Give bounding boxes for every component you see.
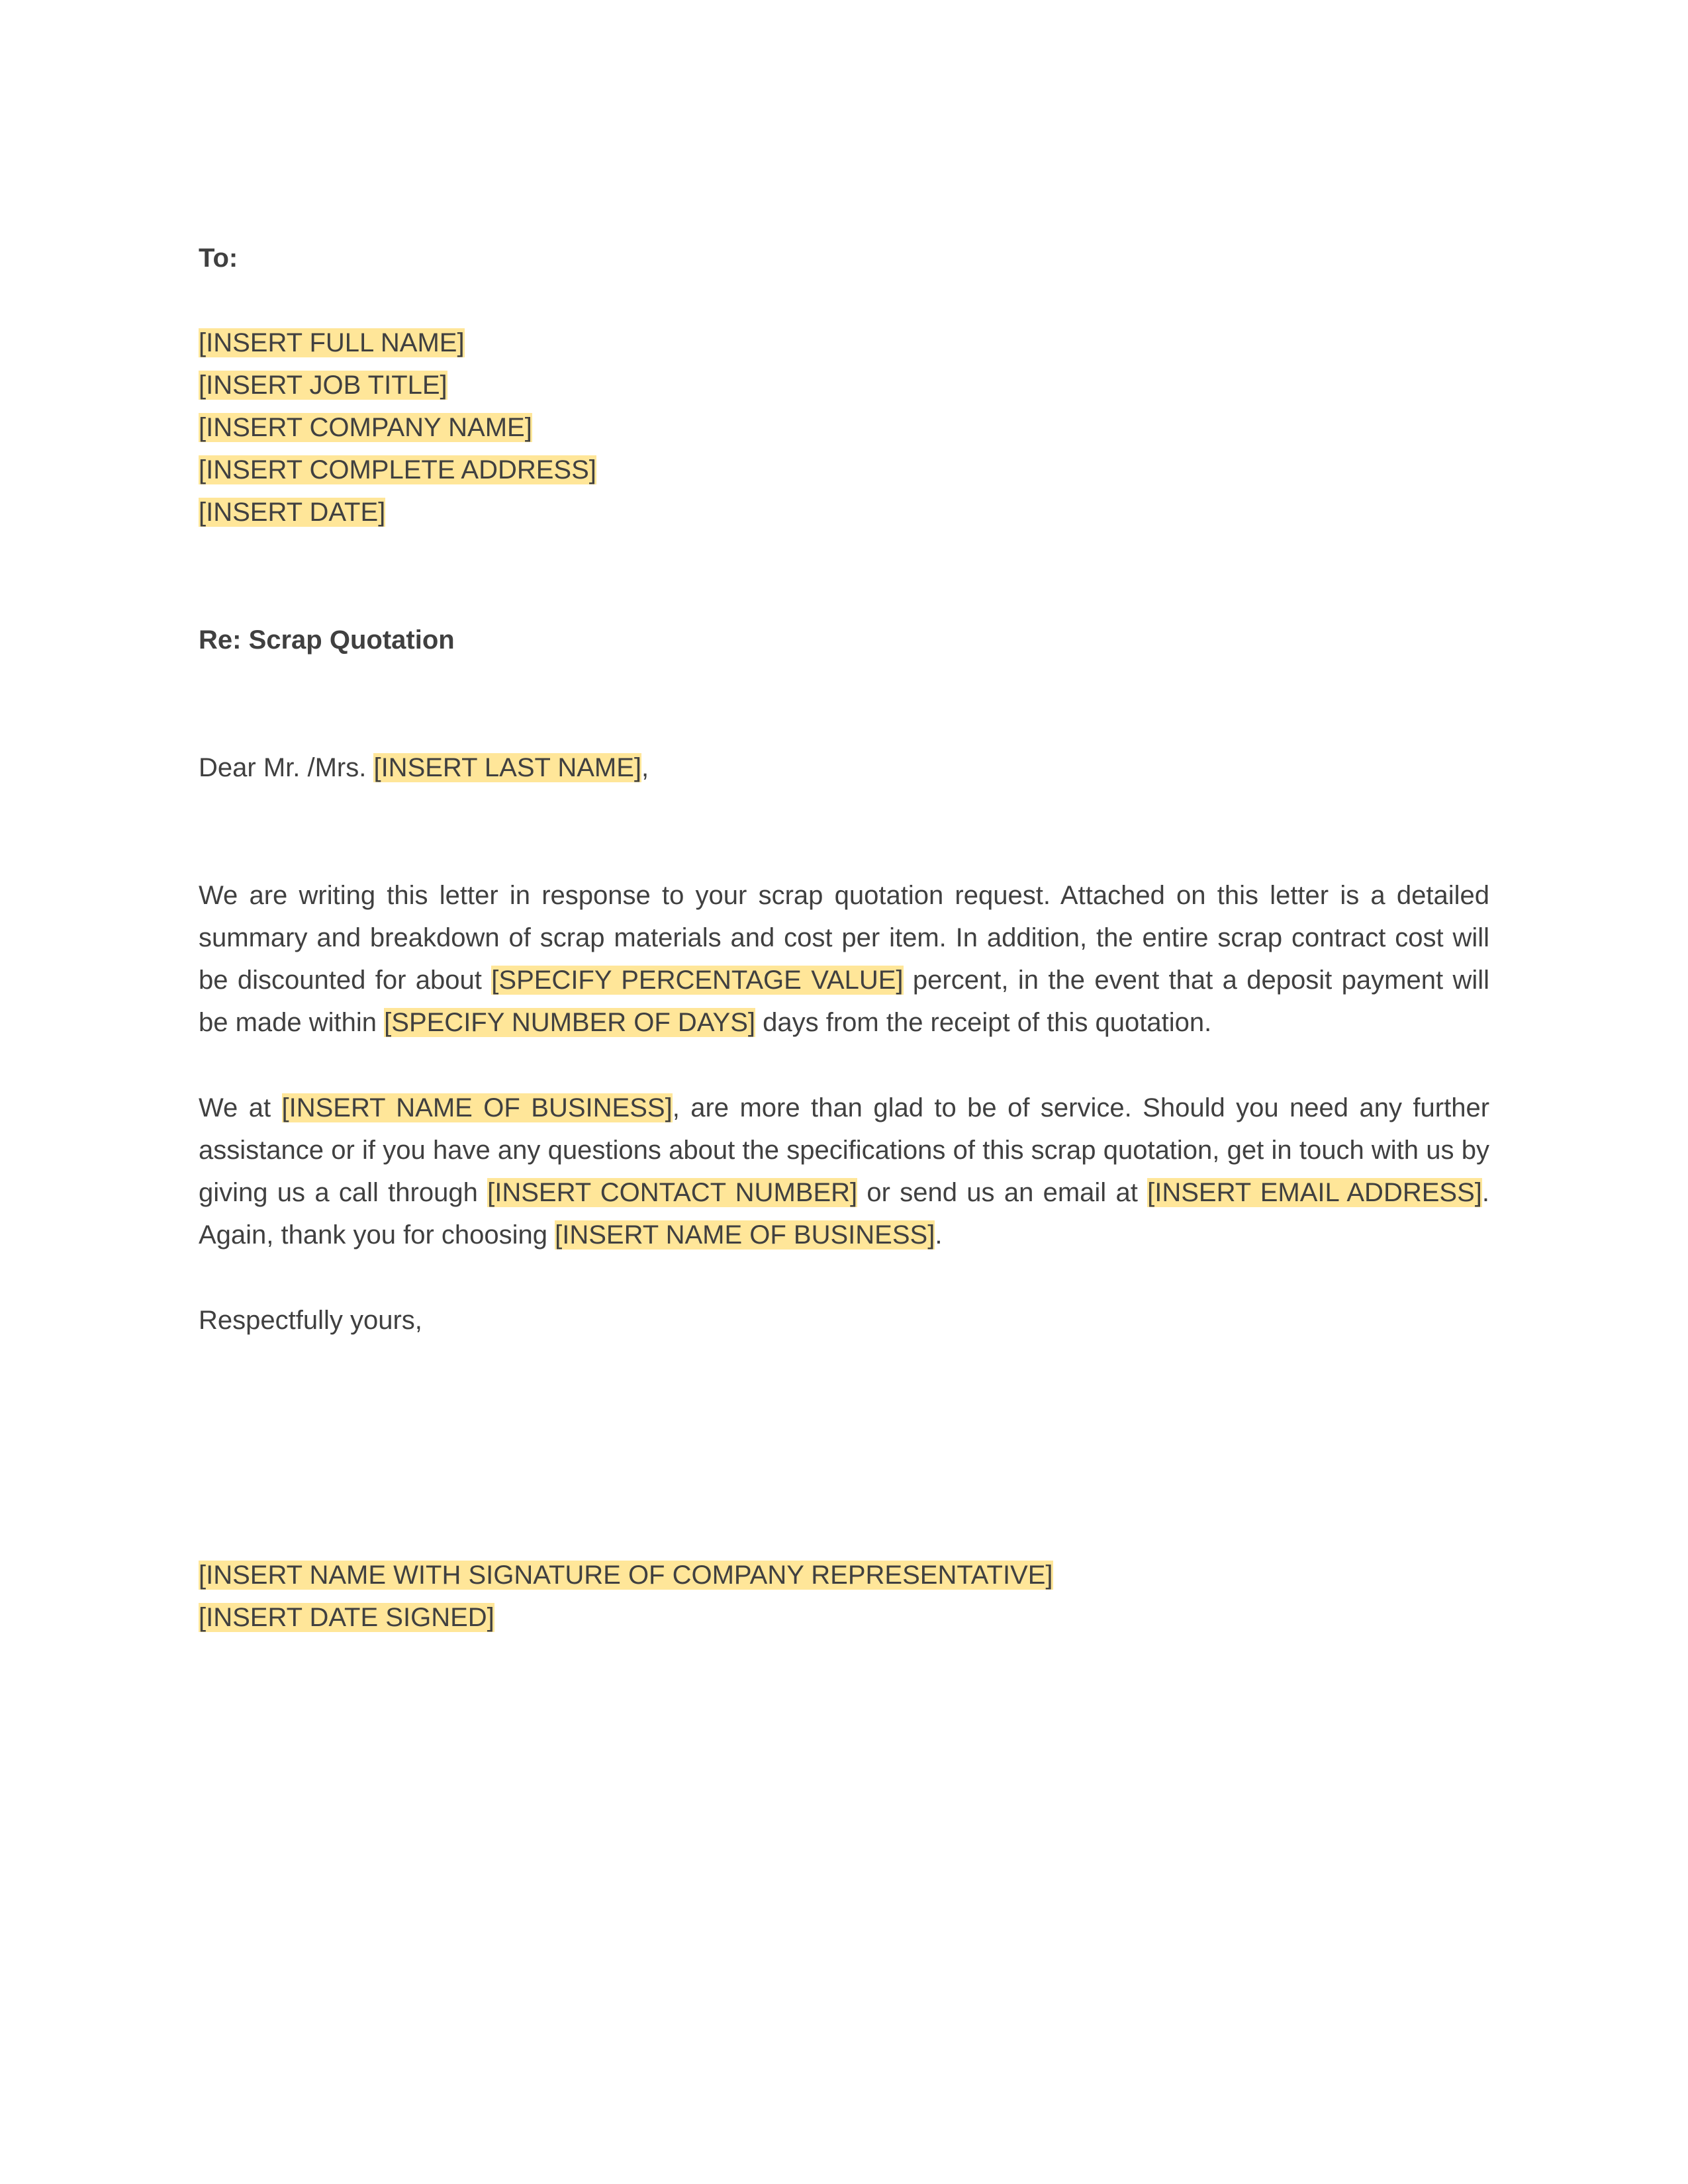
body-paragraph-1 xyxy=(199,874,1489,1044)
paragraph1-text-2: percent, in the event that a deposit payment will be made within xyxy=(199,966,1490,1037)
placeholder-email: [INSERT EMAIL ADDRESS] xyxy=(1147,1178,1482,1207)
placeholder-contact-number: [INSERT CONTACT NUMBER] xyxy=(487,1178,858,1207)
paragraph1-text-3: days from the receipt of this quotation. xyxy=(755,1008,1212,1037)
placeholder-job-title: [INSERT JOB TITLE] xyxy=(199,371,447,400)
placeholder-date-signed: [INSERT DATE SIGNED] xyxy=(199,1603,494,1632)
recipient-job-title xyxy=(199,364,447,406)
placeholder-business-name: [INSERT NAME OF BUSINESS] xyxy=(281,1093,673,1122)
paragraph2-text-4: . Again, thank you for choosing xyxy=(199,1178,1489,1250)
placeholder-percentage: [SPECIFY PERCENTAGE VALUE] xyxy=(491,966,904,995)
placeholder-company-name: [INSERT COMPANY NAME] xyxy=(199,413,532,442)
to-label: To: xyxy=(199,244,238,273)
paragraph1-text-1: We are writing this letter in response to your scrap quotation request. Attached on this letter is a detailed summary and breakdown of scrap materials and cost per item. In addition, the entire scrap contract cost will be discounted for about xyxy=(199,881,1489,995)
paragraph2-text-2: , are more than glad to be of service. Should you need any further assistance or if you have any questions about the specifications of this scrap quotation, get in touch with us by giving us a call through xyxy=(199,1093,1490,1207)
placeholder-date: [INSERT DATE] xyxy=(199,498,386,527)
placeholder-last-name: [INSERT LAST NAME] xyxy=(373,753,642,782)
signature-date xyxy=(199,1596,494,1639)
recipient-date xyxy=(199,491,385,533)
signature-name xyxy=(199,1554,1053,1596)
placeholder-full-name: [INSERT FULL NAME] xyxy=(199,328,465,357)
placeholder-address: [INSERT COMPLETE ADDRESS] xyxy=(199,455,596,484)
paragraph2-text-1: We at xyxy=(199,1093,282,1122)
body-paragraph-2 xyxy=(199,1087,1489,1256)
recipient-address xyxy=(199,449,596,491)
placeholder-days: [SPECIFY NUMBER OF DAYS] xyxy=(384,1008,755,1037)
placeholder-business-name-2: [INSERT NAME OF BUSINESS] xyxy=(555,1220,935,1250)
salutation-suffix: , xyxy=(641,753,649,782)
salutation-prefix: Dear Mr. /Mrs. xyxy=(199,753,374,782)
placeholder-signature-name: [INSERT NAME WITH SIGNATURE OF COMPANY REPRESENTATIVE] xyxy=(199,1561,1053,1590)
closing: Respectfully yours, xyxy=(199,1306,422,1335)
paragraph2-text-3: or send us an email at xyxy=(857,1178,1148,1207)
subject-line: Re: Scrap Quotation xyxy=(199,625,455,655)
recipient-company-name xyxy=(199,406,532,449)
salutation xyxy=(199,747,649,789)
recipient-full-name xyxy=(199,322,465,364)
paragraph2-text-5: . xyxy=(935,1220,943,1250)
